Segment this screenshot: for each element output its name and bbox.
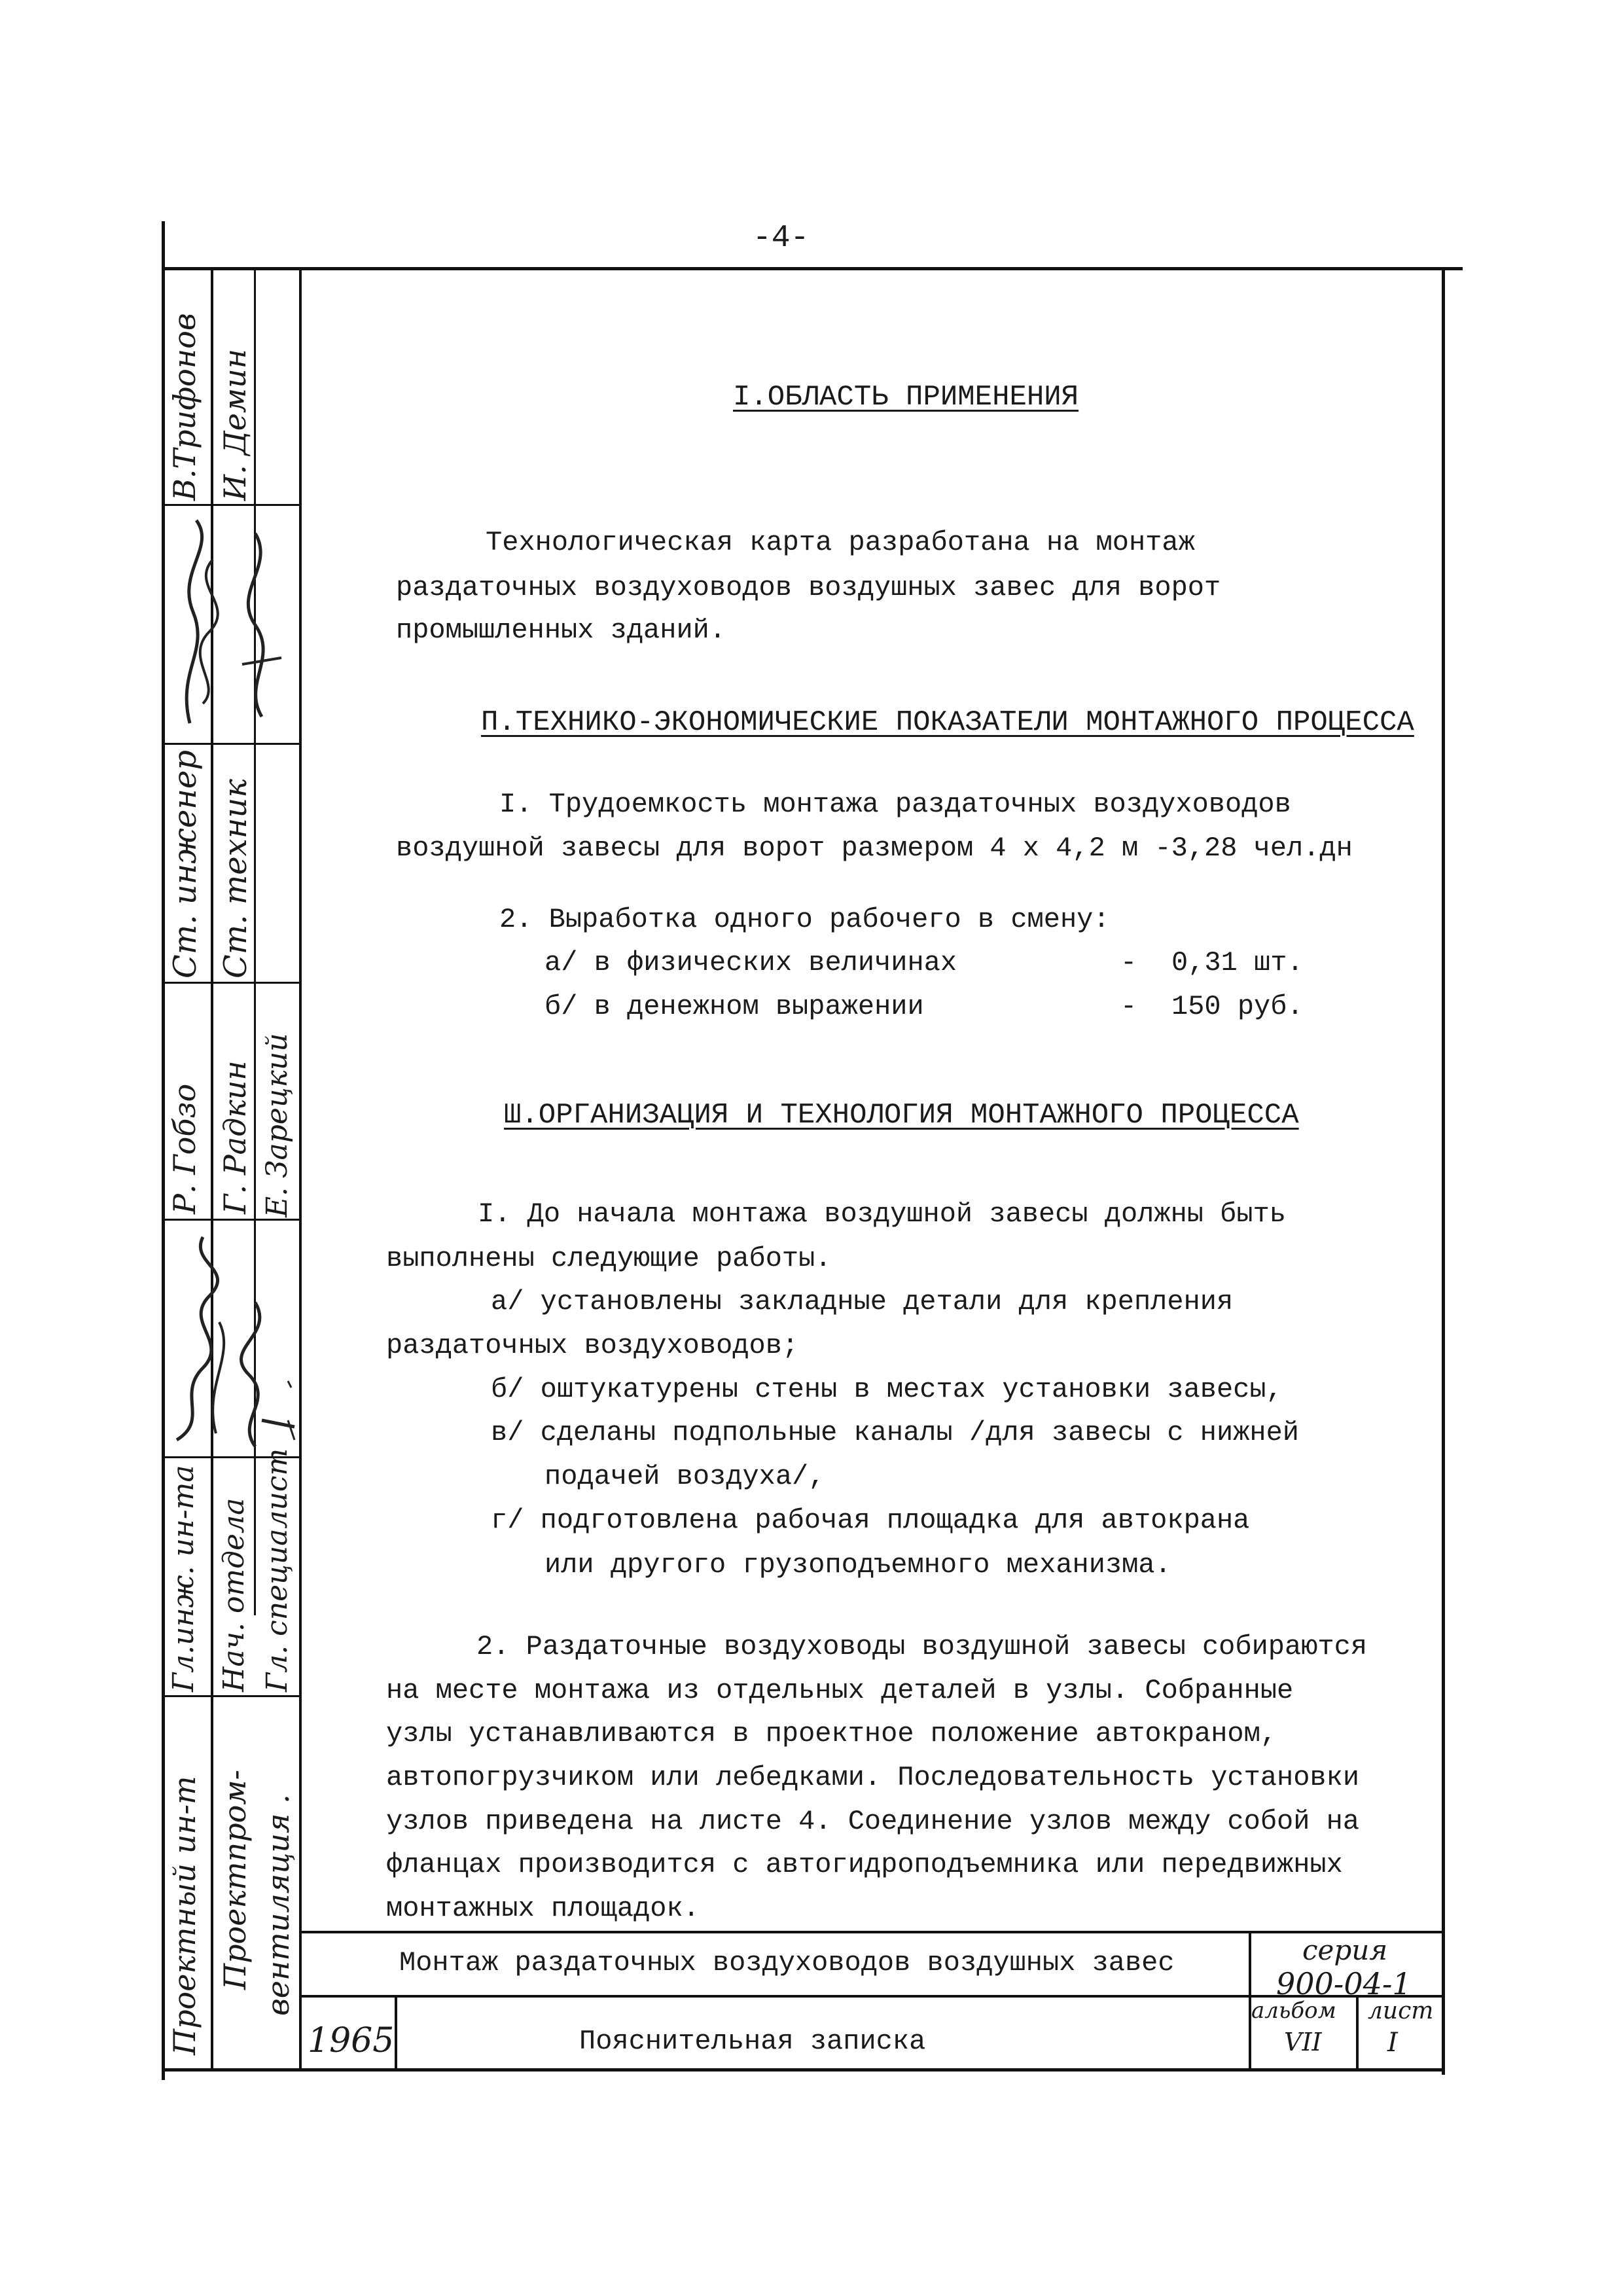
title-block-album-label: альбом bbox=[1251, 1998, 1336, 2024]
s3-item2-line-1: 2. Раздаточные воздуховоды воздушной завесы собираются bbox=[476, 1631, 1368, 1662]
page-number: -4- bbox=[753, 221, 810, 256]
stamp-org-line-3: вентиляция . bbox=[260, 1794, 296, 2016]
title-block-series-label: серия bbox=[1302, 1934, 1388, 1966]
title-block-sheet-value: I bbox=[1387, 2028, 1398, 2058]
s3-sub-v-cont: подачей воздуха/, bbox=[544, 1461, 825, 1492]
s3-sub-g: г/ подготовлена рабочая площадка для автокрана bbox=[491, 1505, 1250, 1536]
s1-line-1: Технологическая карта разработана на монтаж bbox=[486, 527, 1195, 558]
title-block-album-value: VII bbox=[1284, 2028, 1322, 2056]
s3-item1-line-2: выполнены следующие работы. bbox=[386, 1243, 832, 1274]
title-block-document: Пояснительная записка bbox=[579, 2026, 926, 2057]
s1-line-2: раздаточных воздуховодов воздушных завес для ворот bbox=[396, 572, 1221, 603]
s2-item1-line-2: воздушной завесы для ворот размером 4 х 4,2 м -3,28 чел.дн bbox=[396, 833, 1353, 864]
s3-sub-b: б/ оштукатурены стены в местах установки завесы, bbox=[491, 1374, 1283, 1405]
s3-sub-g-cont: или другого грузоподъемного механизма. bbox=[544, 1549, 1171, 1581]
s2-row-physical-label: а/ в физических величинах bbox=[544, 947, 957, 978]
stamp-org-line-1: Проектный ин-т bbox=[167, 1776, 202, 2055]
s3-item2-line-7: монтажных площадок. bbox=[386, 1893, 700, 1924]
s3-item2-line-4: автопогрузчиком или лебедками. Последовательность установки bbox=[386, 1762, 1360, 1793]
stamp-org-line-2: Проектпром- bbox=[217, 1769, 253, 1990]
stamp-name-2: И. Демин bbox=[217, 348, 253, 501]
stamp-position-chief-specialist: Гл. специалист bbox=[260, 1448, 294, 1692]
s2-row-money-dash: - bbox=[1120, 991, 1137, 1022]
s2-row-money-label: б/ в денежном выражении bbox=[544, 991, 924, 1022]
title-block-series-value: 900-04-1 bbox=[1276, 1966, 1412, 2001]
s2-row-physical-value: 0,31 шт. bbox=[1171, 947, 1304, 978]
s3-item2-line-3: узлы устанавливаются в проектное положение автокраном, bbox=[386, 1718, 1277, 1749]
s3-item1-line-1: I. До начала монтажа воздушной завесы должны быть bbox=[478, 1198, 1287, 1230]
s3-sub-a-cont: раздаточных воздуховодов; bbox=[386, 1330, 799, 1361]
s1-line-3: промышленных зданий. bbox=[396, 615, 726, 646]
heading-section-3: Ш.ОРГАНИЗАЦИЯ И ТЕХНОЛОГИЯ МОНТАЖНОГО ПРОЦЕССА bbox=[504, 1099, 1299, 1132]
s2-row-money-value: 150 руб. bbox=[1171, 991, 1304, 1022]
stamp-position-chief-engineer: Гл.инж. ин-та bbox=[167, 1465, 200, 1692]
stamp-name-3: Р. Гобзо bbox=[167, 1083, 202, 1214]
title-block-sheet-label: лист bbox=[1368, 1998, 1434, 2024]
stamp-position-senior-technician: Ст. техник bbox=[217, 779, 254, 978]
signature-scribble-2 bbox=[164, 1224, 301, 1453]
stamp-name-5: Е. Зарецкий bbox=[260, 1033, 294, 1217]
s3-item2-line-2: на месте монтажа из отдельных деталей в узлы. Собранные bbox=[386, 1675, 1294, 1706]
s3-item2-line-5: узлов приведена на листе 4. Соединение узлов между собой на bbox=[386, 1806, 1360, 1837]
stamp-name-4: Г. Радкин bbox=[217, 1060, 253, 1214]
title-block-subject: Монтаж раздаточных воздуховодов воздушных завес bbox=[399, 1947, 1175, 1979]
s3-item2-line-6: фланцах производится с автогидроподъемника или передвижных bbox=[386, 1849, 1343, 1880]
stamp-position-senior-engineer: Ст. инженер bbox=[167, 749, 204, 978]
s2-item2: 2. Выработка одного рабочего в смену: bbox=[499, 904, 1110, 935]
title-block-year: 1965 bbox=[308, 2021, 395, 2060]
s3-sub-v: в/ сделаны подпольные каналы /для завесы с нижней bbox=[491, 1417, 1300, 1448]
s2-row-physical-dash: - bbox=[1120, 947, 1137, 978]
signature-scribble-1 bbox=[164, 507, 301, 743]
s3-sub-a: а/ установлены закладные детали для крепления bbox=[491, 1286, 1234, 1318]
s2-item1-line-1: I. Трудоемкость монтажа раздаточных воздуховодов bbox=[499, 789, 1291, 820]
heading-section-1: I.ОБЛАСТЬ ПРИМЕНЕНИЯ bbox=[733, 381, 1079, 414]
heading-section-2: П.ТЕХНИКО-ЭКОНОМИЧЕСКИЕ ПОКАЗАТЕЛИ МОНТАЖНОГО ПРОЦЕССА bbox=[481, 706, 1414, 739]
stamp-position-dept-head: Нач. отдела bbox=[217, 1498, 251, 1692]
stamp-name-1: В.Трифонов bbox=[167, 313, 202, 501]
